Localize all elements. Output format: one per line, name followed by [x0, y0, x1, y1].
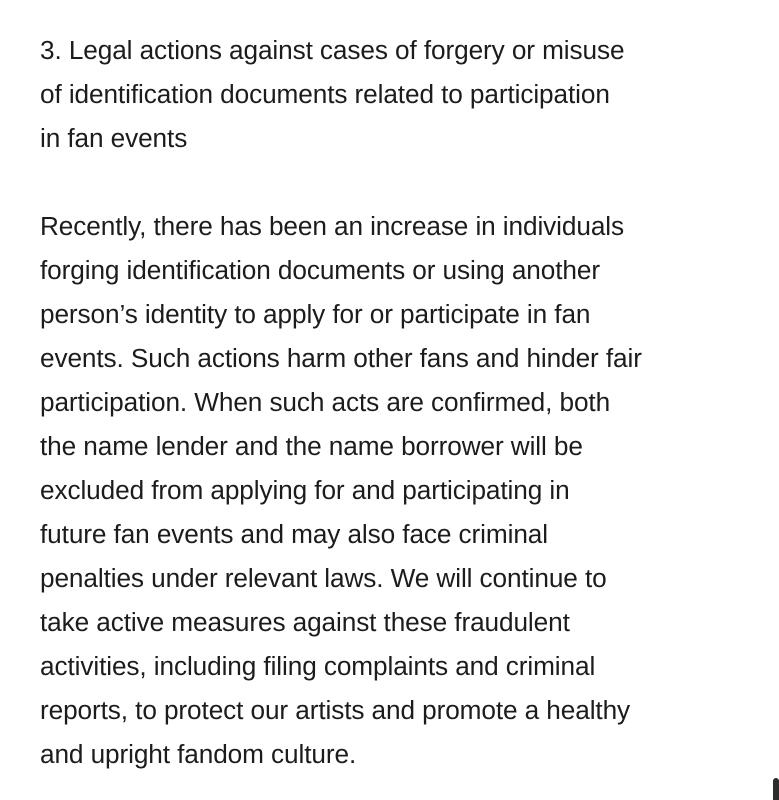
- scrollbar-thumb[interactable]: [773, 778, 779, 800]
- paragraph-spacer: [40, 160, 749, 204]
- section-body: Recently, there has been an increase in individuals forging identification documents or using another person’s identity to apply for or participate in fan events. Such actions harm other fans and hinder fair participation. When such acts are confirmed, both the name lender and the name borrower will be excluded from applying for and participating in future fan events and may also face criminal penalties under relevant laws. We will continue to take active measures against these fraudulent activities, including filing complaints and criminal reports, to protect our artists and promote a healthy and upright fandom culture.: [40, 211, 642, 769]
- section-heading: 3. Legal actions against cases of forgery or misuse of identification documents related to participation in fan events: [40, 35, 625, 153]
